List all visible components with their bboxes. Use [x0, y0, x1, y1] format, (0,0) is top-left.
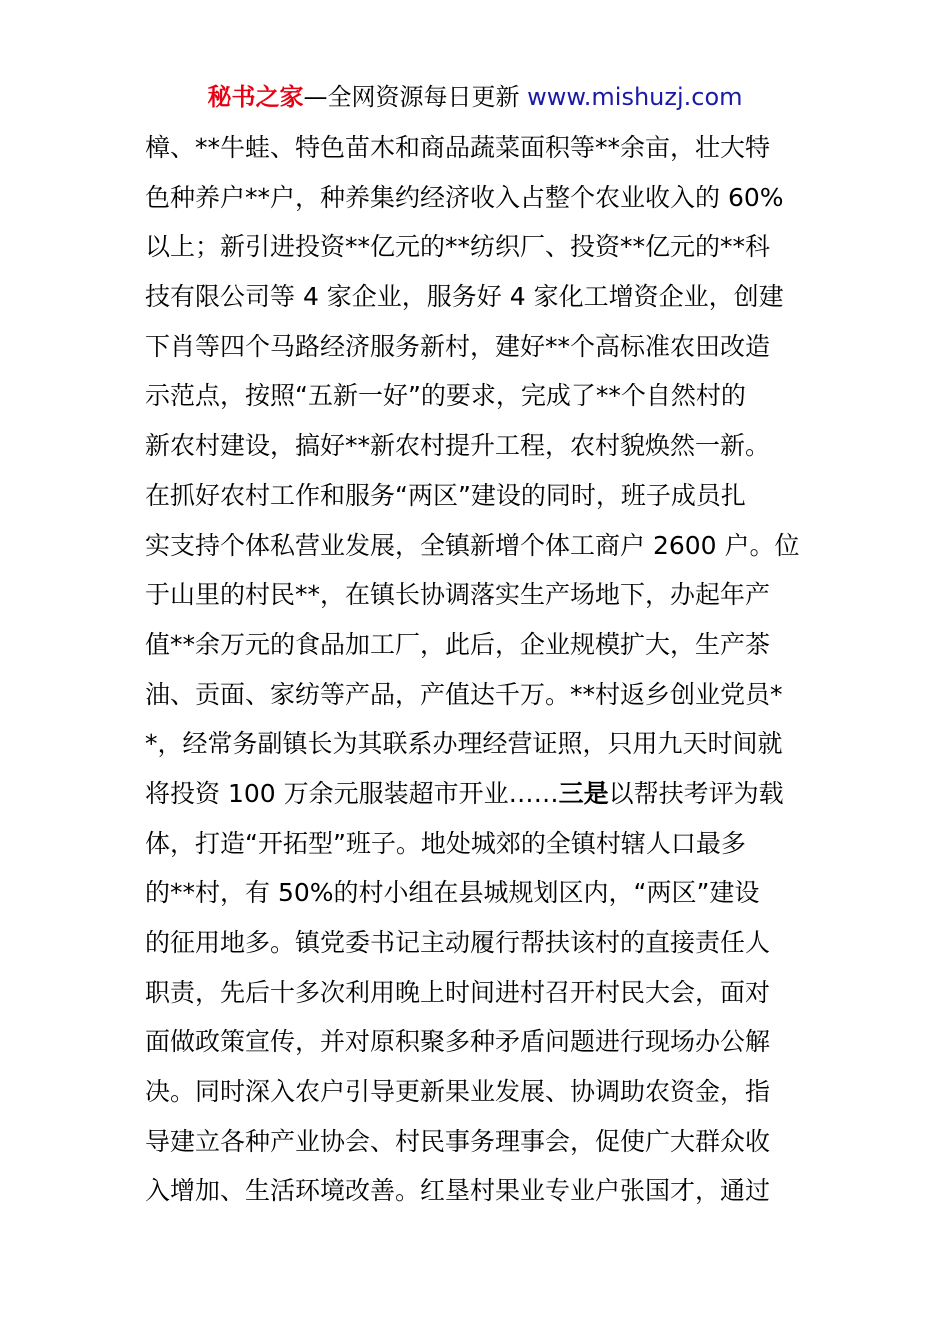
- text-line: 新农村建设，搞好**新农村提升工程，农村貌焕然一新。: [145, 431, 771, 461]
- text-segment: 以帮扶考评为载: [608, 778, 784, 808]
- text-line: 示范点，按照“五新一好”的要求，完成了**个自然村的: [145, 381, 746, 411]
- text-line: 在抓好农村工作和服务“两区”建设的同时，班子成员扎: [145, 480, 746, 510]
- bold-heading-marker: 三是: [558, 778, 609, 808]
- text-line: 油、贡面、家纺等产品，产值达千万。**村返乡创业党员*: [145, 679, 783, 709]
- text-line: 职责，先后十多次利用晚上时间进村召开村民大会，面对: [145, 977, 771, 1007]
- text-line: 实支持个体私营业发展，全镇新增个体工商户 2600 户。位: [145, 530, 800, 560]
- text-line: 于山里的村民**，在镇长协调落实生产场地下，办起年产: [145, 580, 771, 610]
- text-line: 下肖等四个马路经济服务新村，建好**个高标准农田改造: [145, 331, 771, 361]
- site-url[interactable]: www.mishuzj.com: [527, 83, 743, 111]
- text-line: 的征用地多。镇党委书记主动履行帮扶该村的直接责任人: [145, 928, 771, 957]
- text-line: 以上；新引进投资**亿元的**纺织厂、投资**亿元的**科: [145, 232, 771, 262]
- page-header: [0, 80, 950, 114]
- text-line: *，经常务副镇长为其联系办理经营证照，只用九天时间就: [145, 729, 783, 759]
- site-tagline: —全网资源每日更新: [303, 83, 528, 111]
- text-line: 樟、**牛蛙、特色苗木和商品蔬菜面积等**余亩，壮大特: [145, 133, 771, 162]
- text-line-mixed: [145, 769, 810, 819]
- text-line: 入增加、生活环境改善。红垦村果业专业户张国才，通过: [145, 1176, 771, 1206]
- document-body: [145, 123, 810, 1216]
- text-line: 值**余万元的食品加工厂，此后，企业规模扩大，生产茶: [145, 629, 771, 659]
- text-line: 的**村，有 50%的村小组在县城规划区内，“两区”建设: [145, 878, 760, 908]
- site-brand: 秘书之家: [207, 83, 304, 111]
- text-line: 技有限公司等 4 家企业，服务好 4 家化工增资企业，创建: [145, 282, 784, 312]
- text-line: 面做政策宣传，并对原积聚多种矛盾问题进行现场办公解: [145, 1027, 771, 1057]
- text-line: 导建立各种产业协会、村民事务理事会，促使广大群众收: [145, 1126, 771, 1156]
- text-line: 色种养户**户，种养集约经济收入占整个农业收入的 60%: [145, 182, 784, 212]
- text-line: 决。同时深入农户引导更新果业发展、协调助农资金，指: [145, 1077, 771, 1107]
- text-segment: 将投资 100 万余元服装超市开业……: [145, 778, 559, 808]
- text-line: 体，打造“开拓型”班子。地处城郊的全镇村辖人口最多: [145, 828, 746, 858]
